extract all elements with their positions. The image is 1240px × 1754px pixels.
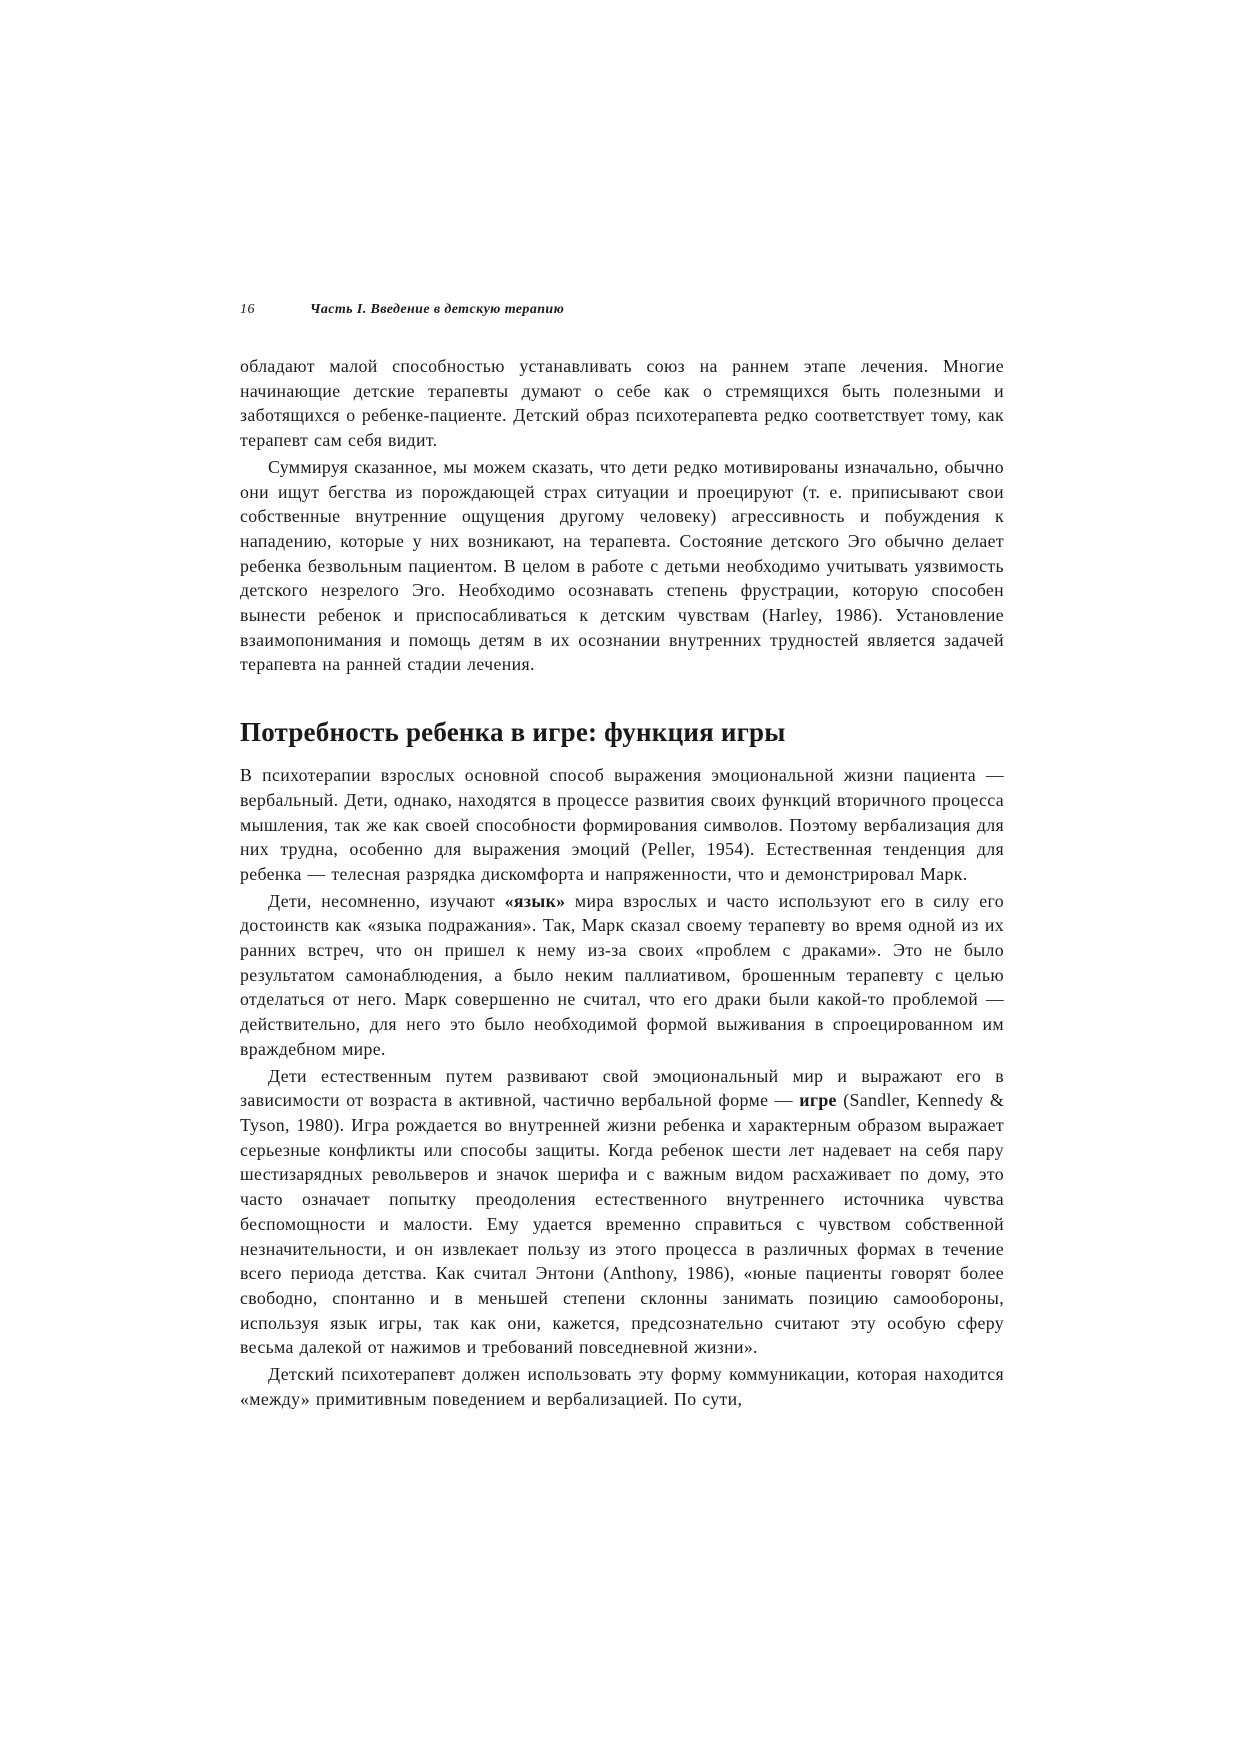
section-heading: Потребность ребенка в игре: функция игры bbox=[240, 717, 786, 748]
emphasis-term: игре bbox=[799, 1090, 837, 1111]
paragraph-play bbox=[240, 1064, 1004, 1360]
emphasis-term: «язык» bbox=[504, 890, 566, 911]
paragraph-text: (Sandler, Kennedy & Tyson, 1980). Игра рождается во внутренней жизни ребенка и характерным образом выражает серьезные конфликты или способы защиты. Когда ребенок шести лет надевает на себя пару шестизарядных револьверов и значок шерифа и с важным видом расхаживает по дому, это часто означает попытку преодоления естественного внутреннего источника чувства беспомощности и малости. Ему удается временно справиться с чувством собственной незначительности, и он извлекает пользу из этого процесса в различных формах в течение всего периода детства. Как считал Энтони (Anthony, 1986), «юные пациенты говорят более свободно, спонтанно и в меньшей степени склонны занимать позицию самообороны, используя язык игры, так как они, кажется, предсознательно считают эту особую сферу весьма далекой от нажимов и требований повседневной жизни». bbox=[240, 1090, 1004, 1358]
paragraph-text: Дети, несомненно, изучают bbox=[268, 890, 505, 911]
paragraph-text: Дети естественным путем развивают свой эмоциональный мир и выражают его в зависимости от возраста в активной, частично вербальной форме — bbox=[240, 1065, 1004, 1111]
paragraph-verbal-expression: В психотерапии взрослых основной способ выражения эмоциональной жизни пациента — вербальный. Дети, однако, находятся в процессе развития своих функций вторичного процесса мышления, так же как своей способности формирования символов. Поэтому вербализация для них трудна, особенно для выражения эмоций (Peller, 1954). Естественная тенденция для ребенка — телесная разрядка дискомфорта и напряженности, что и демонстрировал Марк. bbox=[240, 765, 1004, 884]
paragraph-communication: Детский психотерапевт должен использовать эту форму коммуникации, которая находится «между» примитивным поведением и вербализацией. По сути, bbox=[240, 1364, 1004, 1409]
running-header bbox=[240, 300, 1004, 320]
paragraph-summary: Суммируя сказанное, мы можем сказать, что дети редко мотивированы изначально, обычно они ищут бегства из порождающей страх ситуации и проецируют (т. е. приписывают свои собственные внутренние ощущения другому человеку) агрессивность и побуждения к нападению, которые у них возникают, на терапевта. Состояние детского Эго обычно делает ребенка безвольным пациентом. В целом в работе с детьми необходимо учитывать уязвимость детского незрелого Эго. Необходимо осознавать степень фрустрации, которую способен вынести ребенок и приспосабливаться к детским чувствам (Harley, 1986). Установление взаимопонимания и помощь детям в их осознании внутренних трудностей является задачей терапевта на ранней стадии лечения. bbox=[240, 456, 1004, 675]
paragraph-continued: обладают малой способностью устанавливать союз на раннем этапе лечения. Многие начинающие детские терапевты думают о себе как о стремящихся быть полезными и заботящихся о ребенке-пациенте. Детский образ психотерапевта редко соответствует тому, как терапевт сам себя видит. bbox=[240, 356, 1004, 451]
paragraph-adult-language bbox=[240, 889, 1004, 1062]
book-page bbox=[240, 300, 1004, 1411]
running-title: Часть I. Введение в детскую терапию bbox=[310, 302, 565, 317]
page-number: 16 bbox=[240, 302, 255, 317]
paragraph-text: мира взрослых и часто используют его в силу его достоинств как «языка подражания». Так, Марк сказал своему терапевту во время одной из их ранних встреч, что он пришел к нему из-за своих «проблем с драками». Это не было результатом самонаблюдения, а было неким паллиативом, брошенным терапевту с целью отделаться от него. Марк совершенно не считал, что его драки были какой-то проблемой — действительно, для него это было необходимой формой выживания в спроецированном им враждебном мире. bbox=[240, 890, 1004, 1059]
